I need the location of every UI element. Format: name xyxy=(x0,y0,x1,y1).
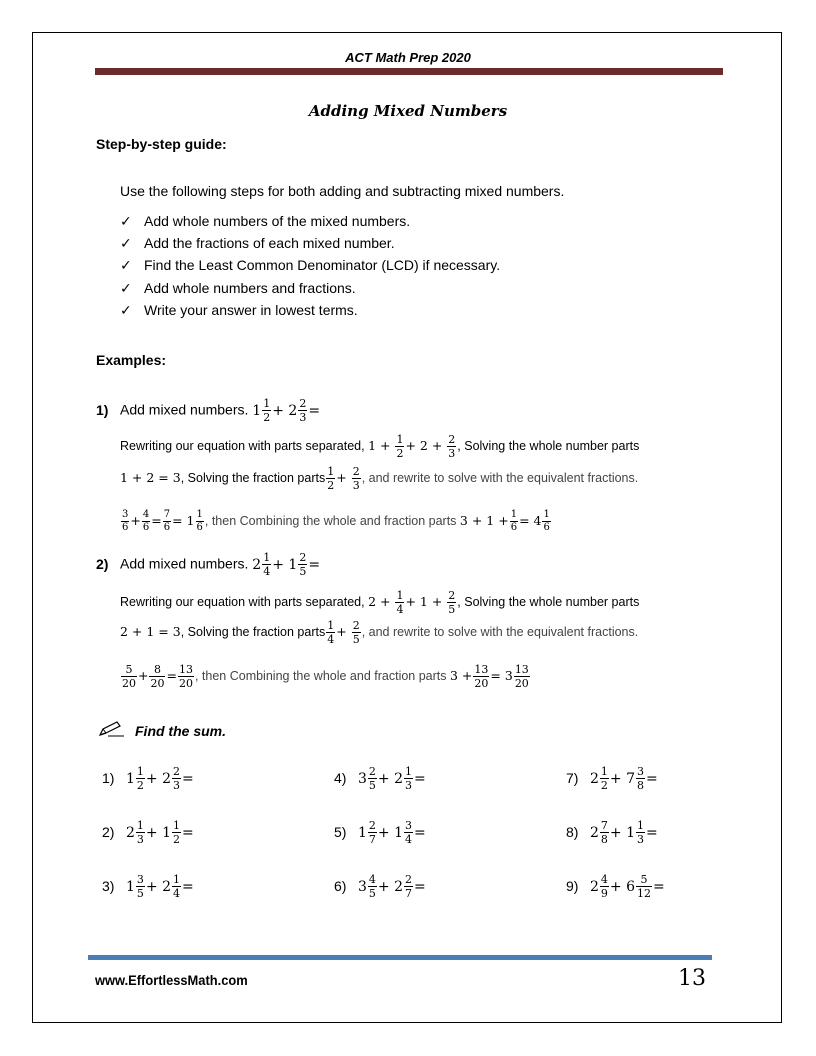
examples-heading: Examples: xyxy=(96,352,167,368)
example-1-question: 1) Add mixed numbers. 1 $\frac{1}{2}$ + 2 $\frac{2}{3}$ = xyxy=(96,397,321,424)
footer-url[interactable]: www.EffortlessMath.com xyxy=(95,972,248,988)
practice-item: 7) 2 $\frac{1}{2}$ + 7 $\frac{3}{8}$ = xyxy=(566,765,658,792)
check-icon: ✓ xyxy=(120,257,132,273)
example-2-question: 2) Add mixed numbers. 2 $\frac{1}{4}$ + 1 $\frac{2}{5}$ = xyxy=(96,551,321,578)
header-rule xyxy=(95,68,723,75)
step-item xyxy=(120,302,358,319)
practice-item: 3) 1 $\frac{3}{5}$ + 2 $\frac{1}{4}$ = xyxy=(102,873,194,900)
example-1-line-1: Rewriting our equation with parts separated, 1 + $\frac{1}{2}$ + 2 + $\frac{2}{3}$ , Solving the whole number parts xyxy=(120,433,640,460)
example-2-expression: 2 $\frac{1}{4}$ + 1 $\frac{2}{5}$ = xyxy=(252,551,321,578)
practice-item: 9) 2 $\frac{4}{9}$ + 6 $\frac{5}{12}$ = xyxy=(566,873,665,900)
practice-heading: Find the sum. xyxy=(135,723,226,739)
pencil-icon xyxy=(98,720,126,738)
guide-intro: Use the following steps for both adding and subtracting mixed numbers. xyxy=(120,183,565,199)
example-2-line-3: $\frac{5}{20}$ + $\frac{8}{20}$ = $\frac{13}{20}$ , then Combining the whole and fraction parts 3 + $\frac{13}{20}$ = 3 $\frac{13}{20}$ xyxy=(122,663,529,690)
practice-item: 1) 1 $\frac{1}{2}$ + 2 $\frac{2}{3}$ = xyxy=(102,765,194,792)
step-text: Find the Least Common Denominator (LCD) if necessary. xyxy=(144,257,501,273)
check-icon: ✓ xyxy=(120,213,132,229)
step-item xyxy=(120,280,356,297)
practice-item: 4) 3 $\frac{2}{5}$ + 2 $\frac{1}{3}$ = xyxy=(334,765,426,792)
example-2-line-1: Rewriting our equation with parts separated, 2 + $\frac{1}{4}$ + 1 + $\frac{2}{5}$ , Solving the whole number parts xyxy=(120,589,640,616)
step-text: Add whole numbers and fractions. xyxy=(144,280,356,296)
practice-item: 6) 3 $\frac{4}{5}$ + 2 $\frac{2}{7}$ = xyxy=(334,873,426,900)
page-title: Adding Mixed Numbers xyxy=(308,102,508,120)
practice-item: 2) 2 $\frac{1}{3}$ + 1 $\frac{1}{2}$ = xyxy=(102,819,194,846)
header-title: ACT Math Prep 2020 xyxy=(345,50,471,65)
example-1-line-3: $\frac{3}{6}$ + $\frac{4}{6}$ = $\frac{7}{6}$ = 1 $\frac{1}{6}$ , then Combining the whole and fraction parts 3 + 1 + $\frac{1}{6}$ = 4 $\frac{1}{6}$ xyxy=(122,509,550,533)
step-item xyxy=(120,213,410,230)
check-icon: ✓ xyxy=(120,280,132,296)
step-text: Write your answer in lowest terms. xyxy=(144,302,358,318)
page-number: 13 xyxy=(678,966,706,991)
step-item xyxy=(120,235,395,252)
step-text: Add the fractions of each mixed number. xyxy=(144,235,395,251)
guide-heading: Step-by-step guide: xyxy=(96,136,227,152)
example-1-line-2: 1 + 2 = 3, Solving the fraction parts $\frac{1}{2}$ + $\frac{2}{3}$ , and rewrite to solve with the equivalent fractions. xyxy=(120,465,639,492)
practice-item: 8) 2 $\frac{7}{8}$ + 1 $\frac{1}{3}$ = xyxy=(566,819,658,846)
example-2-line-2: 2 + 1 = 3, Solving the fraction parts $\frac{1}{4}$ + $\frac{2}{5}$ , and rewrite to solve with the equivalent fractions. xyxy=(120,619,639,646)
example-1-expression: 1 $\frac{1}{2}$ + 2 $\frac{2}{3}$ = xyxy=(252,397,321,424)
practice-item: 5) 1 $\frac{2}{7}$ + 1 $\frac{3}{4}$ = xyxy=(334,819,426,846)
footer-rule xyxy=(88,955,712,960)
check-icon: ✓ xyxy=(120,235,132,251)
step-text: Add whole numbers of the mixed numbers. xyxy=(144,213,411,229)
check-icon: ✓ xyxy=(120,302,132,318)
step-item xyxy=(120,257,500,274)
